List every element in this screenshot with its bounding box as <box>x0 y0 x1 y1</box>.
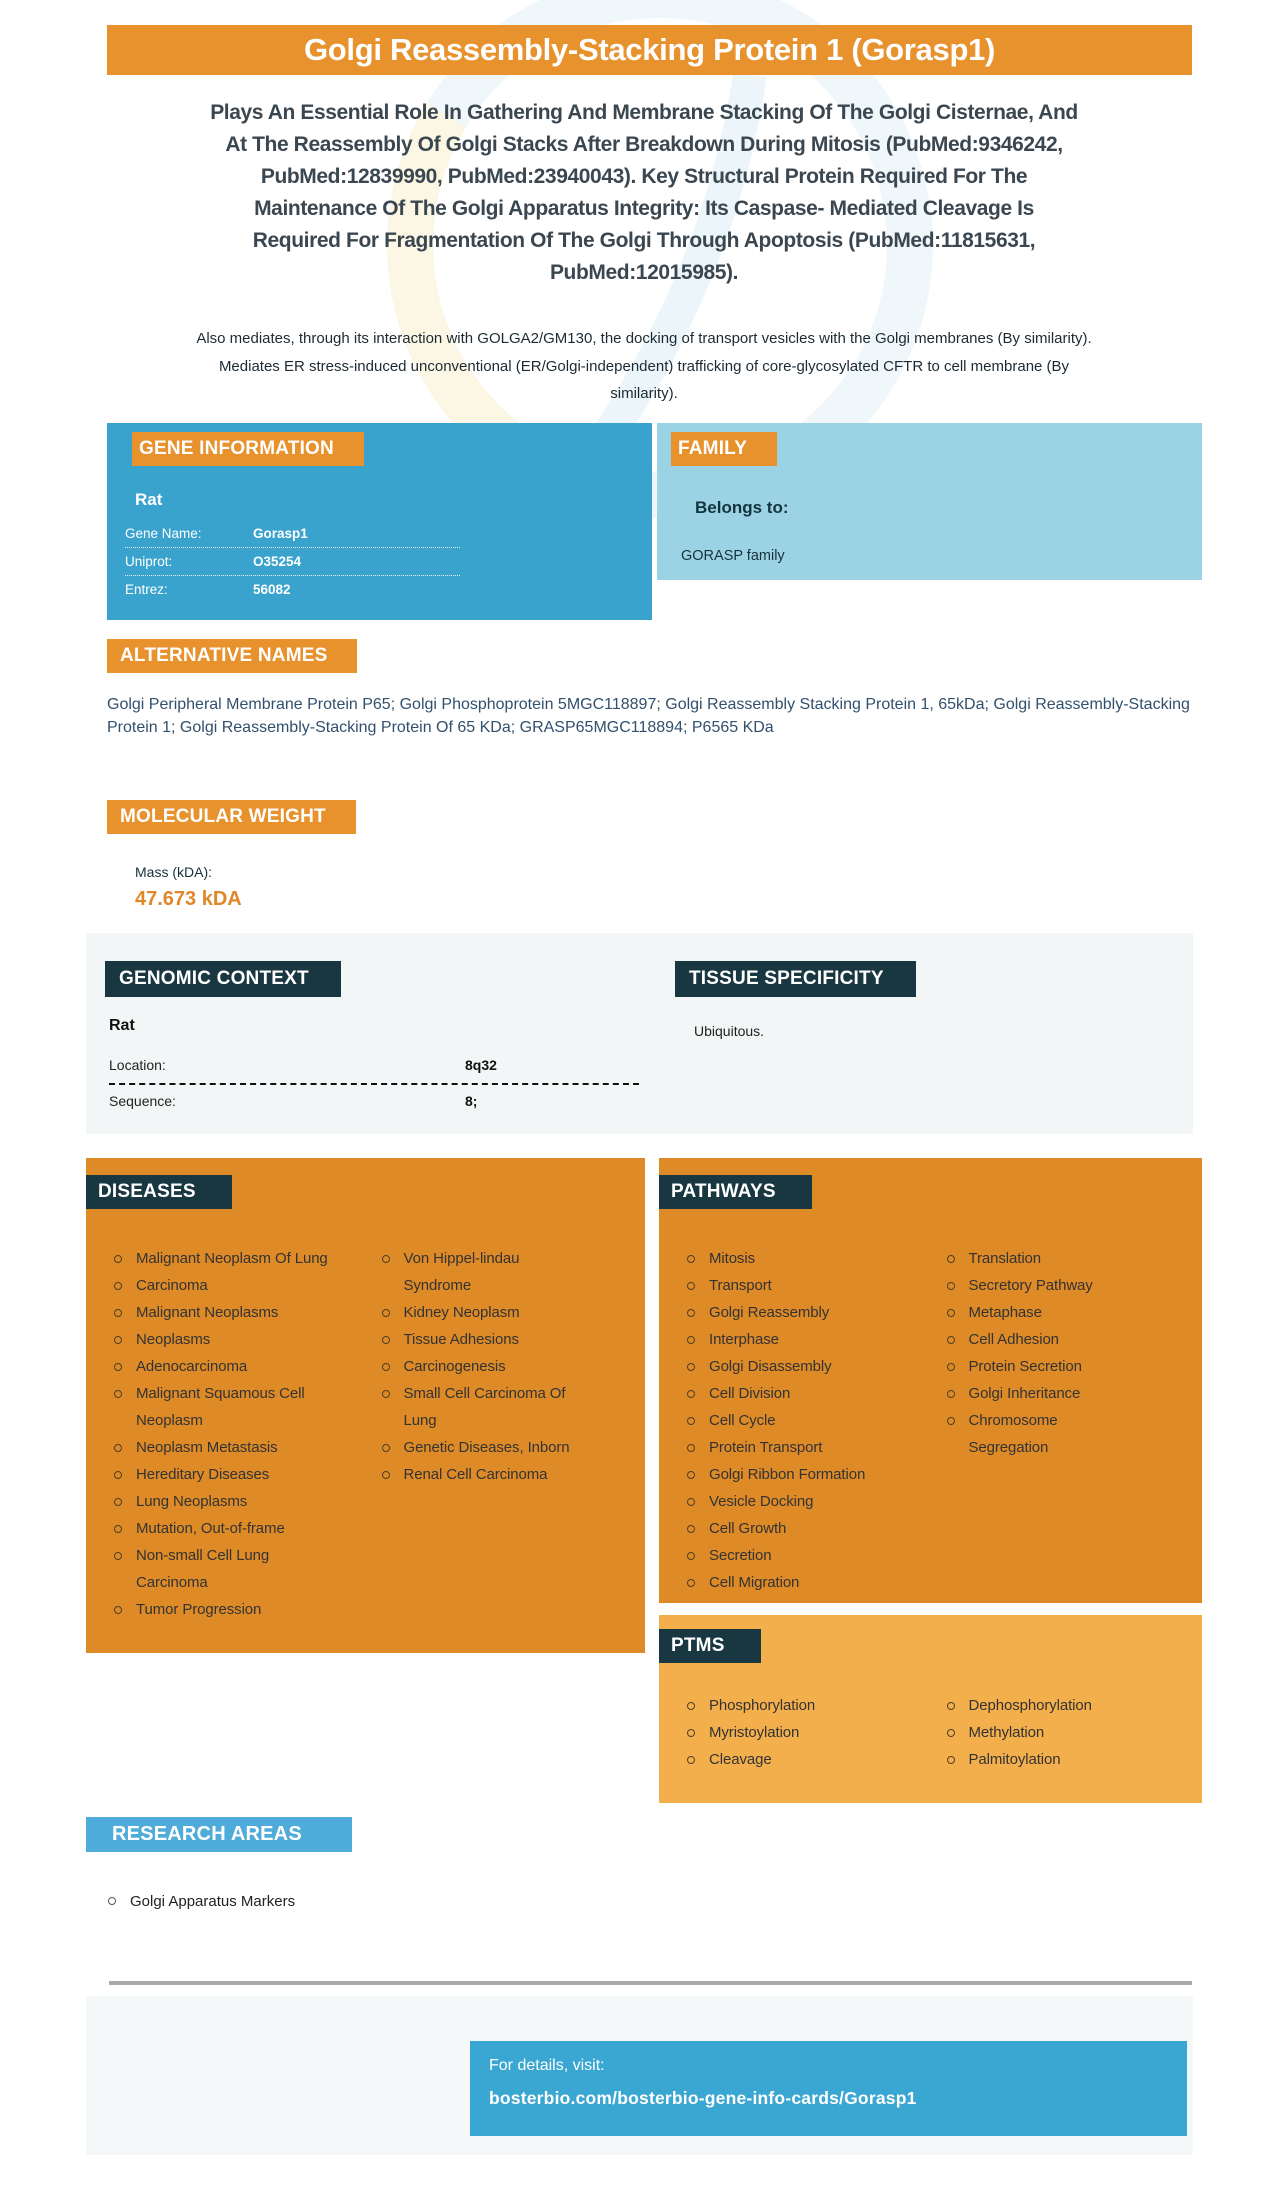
footer-visit-label: For details, visit: <box>489 2057 605 2074</box>
mass-label: Mass (kDA): <box>135 864 212 880</box>
info-value: Gorasp1 <box>253 526 308 541</box>
protein-summary: Plays An Essential Role In Gathering And Membrane Stacking Of The Golgi Cisternae, And At The Reassembly Of Golgi Stacks After Breakdown During Mitosis (PubMed:9346242, PubMed:12839990, PubMed:23940043). Key Structural Protein Required For The Maintenance Of The Golgi Apparatus Integrity: Its Caspase- Mediated Cleavage Is Required For Fragmentation Of The Golgi Through Apoptosis (PubMed:11815631, PubMed:12015985). <box>210 101 1078 284</box>
list-item: Methylation <box>943 1719 1203 1746</box>
pathways-lists <box>659 1245 1202 1596</box>
genomic-panel <box>86 933 1193 1134</box>
info-row <box>109 1085 639 1119</box>
pathways-ptms-column <box>659 1158 1202 1803</box>
footer-divider <box>109 1981 1192 1985</box>
footer-url-link[interactable]: bosterbio.com/bosterbio-gene-info-cards/Gorasp1 <box>489 2088 917 2108</box>
footer-panel <box>86 1996 1193 2155</box>
ptms-list-right <box>943 1692 1203 1773</box>
genomic-context-table <box>109 1049 639 1119</box>
pathways-list-right <box>943 1245 1203 1596</box>
ptms-section <box>659 1615 1202 1803</box>
footer-visit-box <box>470 2041 1187 2136</box>
info-row <box>125 548 460 576</box>
diseases-section <box>86 1158 645 1653</box>
list-item: Malignant Neoplasms <box>110 1299 378 1326</box>
alternative-names-text: Golgi Peripheral Membrane Protein P65; Golgi Phosphoprotein 5MGC118897; Golgi Reassembly Stacking Protein 1, 65kDa; Golgi Reassembly-Stacking Protein 1; Golgi Reassembly-Stacking Protein Of 65 KDa; GRASP65MGC118894; P6565 KDa <box>107 696 1190 736</box>
info-label: Entrez: <box>125 582 168 597</box>
list-item: Metaphase <box>943 1299 1203 1326</box>
list-item: Myristoylation <box>683 1719 943 1746</box>
belongs-to-label: Belongs to: <box>695 498 789 517</box>
family-section <box>657 423 1202 580</box>
list-item: Carcinoma <box>110 1272 378 1299</box>
list-item: Hereditary Diseases <box>110 1461 378 1488</box>
list-item: Malignant Neoplasm Of Lung <box>110 1245 378 1272</box>
genomic-context-heading: GENOMIC CONTEXT <box>105 961 341 997</box>
info-value: 8q32 <box>465 1057 497 1073</box>
list-item: Golgi Reassembly <box>683 1299 943 1326</box>
diseases-pathways-row <box>86 1158 1202 1803</box>
molecular-weight-heading: MOLECULAR WEIGHT <box>107 800 356 834</box>
gene-family-row <box>86 423 1202 620</box>
info-row <box>125 520 460 548</box>
list-item: Golgi Apparatus Markers <box>108 1888 1202 1915</box>
pathways-heading: PATHWAYS <box>659 1175 812 1209</box>
list-item: Secretion <box>683 1542 943 1569</box>
list-item: Protein Secretion <box>943 1353 1203 1380</box>
family-heading: FAMILY <box>671 432 777 466</box>
list-item: Carcinogenesis <box>378 1353 646 1380</box>
diseases-list-right <box>378 1245 646 1623</box>
list-item: Renal Cell Carcinoma <box>378 1461 646 1488</box>
list-item: Cleavage <box>683 1746 943 1773</box>
list-item: Small Cell Carcinoma Of Lung <box>378 1380 646 1434</box>
pathways-list-left <box>683 1245 943 1596</box>
ptms-heading: PTMS <box>659 1629 761 1663</box>
list-item: Palmitoylation <box>943 1746 1203 1773</box>
list-item: Kidney Neoplasm <box>378 1299 646 1326</box>
info-value: O35254 <box>253 554 302 569</box>
pathways-section <box>659 1158 1202 1603</box>
list-item: Von Hippel-lindau Syndrome <box>378 1245 646 1299</box>
list-item: Cell Division <box>683 1380 943 1407</box>
alternative-names-heading: ALTERNATIVE NAMES <box>107 639 357 673</box>
gene-information-heading: GENE INFORMATION <box>132 432 364 466</box>
genomic-species-label: Rat <box>109 1017 135 1034</box>
list-item: Mutation, Out-of-frame <box>110 1515 378 1542</box>
list-item: Cell Growth <box>683 1515 943 1542</box>
list-item: Phosphorylation <box>683 1692 943 1719</box>
list-item: Golgi Disassembly <box>683 1353 943 1380</box>
diseases-lists <box>86 1245 645 1623</box>
list-item: Tissue Adhesions <box>378 1326 646 1353</box>
list-item: Interphase <box>683 1326 943 1353</box>
tissue-specificity-text: Ubiquitous. <box>694 1023 765 1039</box>
list-item: Mitosis <box>683 1245 943 1272</box>
ptms-list-left <box>683 1692 943 1773</box>
list-item: Non-small Cell Lung Carcinoma <box>110 1542 378 1596</box>
list-item: Lung Neoplasms <box>110 1488 378 1515</box>
research-areas-heading: RESEARCH AREAS <box>86 1817 352 1852</box>
list-item: Neoplasm Metastasis <box>110 1434 378 1461</box>
gene-information-table <box>125 520 460 603</box>
research-areas-list <box>108 1888 1202 1915</box>
diseases-heading: DISEASES <box>86 1175 232 1209</box>
tissue-specificity-section <box>665 961 1193 1134</box>
gene-info-card <box>86 25 1202 2155</box>
list-item: Cell Migration <box>683 1569 943 1596</box>
info-row <box>125 576 460 603</box>
list-item: Protein Transport <box>683 1434 943 1461</box>
list-item: Cell Cycle <box>683 1407 943 1434</box>
title-banner <box>107 25 1192 75</box>
genomic-context-section <box>105 961 665 1134</box>
list-item: Dephosphorylation <box>943 1692 1203 1719</box>
mass-value: 47.673 kDA <box>135 888 242 910</box>
ptms-lists <box>659 1692 1202 1773</box>
info-row <box>109 1049 639 1085</box>
gene-information-section <box>107 423 652 620</box>
list-item: Golgi Inheritance <box>943 1380 1203 1407</box>
list-item: Adenocarcinoma <box>110 1353 378 1380</box>
tissue-specificity-heading: TISSUE SPECIFICITY <box>675 961 916 997</box>
list-item: Secretory Pathway <box>943 1272 1203 1299</box>
list-item: Transport <box>683 1272 943 1299</box>
info-label: Sequence: <box>109 1093 176 1109</box>
list-item: Translation <box>943 1245 1203 1272</box>
info-label: Location: <box>109 1057 166 1073</box>
page-title: Golgi Reassembly-Stacking Protein 1 (Gorasp1) <box>303 32 996 67</box>
list-item: Chromosome Segregation <box>943 1407 1203 1461</box>
info-label: Uniprot: <box>125 554 173 569</box>
diseases-list-left <box>110 1245 378 1623</box>
info-value: 56082 <box>253 582 291 597</box>
list-item: Neoplasms <box>110 1326 378 1353</box>
protein-description: Also mediates, through its interaction with GOLGA2/GM130, the docking of transport vesicles with the Golgi membranes (By similarity). Mediates ER stress-induced unconventional (ER/Golgi-independent) trafficking of core-glycosylated CFTR to cell membrane (By similarity). <box>196 330 1092 402</box>
list-item: Vesicle Docking <box>683 1488 943 1515</box>
info-label: Gene Name: <box>125 526 202 541</box>
family-value: GORASP family <box>681 548 785 564</box>
list-item: Cell Adhesion <box>943 1326 1203 1353</box>
list-item: Tumor Progression <box>110 1596 378 1623</box>
species-label: Rat <box>135 490 163 509</box>
info-value: 8; <box>465 1093 478 1109</box>
list-item: Golgi Ribbon Formation <box>683 1461 943 1488</box>
list-item: Genetic Diseases, Inborn <box>378 1434 646 1461</box>
list-item: Malignant Squamous Cell Neoplasm <box>110 1380 378 1434</box>
